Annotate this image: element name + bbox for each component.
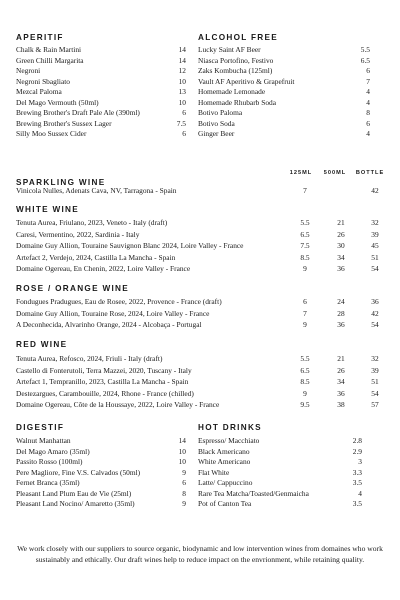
item-price: 6.5 <box>360 55 370 65</box>
item-name: Pot of Canton Tea <box>198 499 252 508</box>
item-name: Negroni <box>16 66 41 75</box>
price-bottle: 32 <box>371 354 379 363</box>
item-name: Destezargues, Carambouille, 2024, Rhone - France (chilled) <box>16 388 194 398</box>
item-name: Pleasant Land Plum Eau de Vie (25ml) <box>16 488 132 498</box>
col-500ml: 500ML <box>323 170 347 176</box>
hot-drinks-heading: HOT DRINKS <box>198 423 262 432</box>
item-price: 10 <box>178 76 186 86</box>
price-bottle: 42 <box>371 186 379 195</box>
item-name: White Americano <box>198 457 251 466</box>
item-price: 9 <box>182 467 186 477</box>
price-125ml: 9 <box>303 320 307 329</box>
item-price: 3.3 <box>352 467 362 477</box>
item-name: Latte/ Cappuccino <box>198 478 253 487</box>
item-name: Artefact 2, Verdejo, 2024, Castilla La Mancha - Spain <box>16 252 176 262</box>
price-bottle: 51 <box>371 252 379 262</box>
item-price: 4 <box>366 87 370 96</box>
item-price: 10 <box>178 446 186 456</box>
item-name: Domaine Guy Allion, Touraine Rose, 2024, Loire Valley - France <box>16 308 210 318</box>
price-bottle: 54 <box>371 264 379 273</box>
aperitif-heading: APERITIF <box>16 33 64 42</box>
price-bottle: 57 <box>371 400 379 409</box>
price-500ml: 36 <box>337 388 345 398</box>
price-bottle: 36 <box>371 297 379 306</box>
red-heading: RED WINE <box>16 340 68 349</box>
price-125ml: 8.5 <box>300 377 310 386</box>
item-price: 7.5 <box>176 118 186 128</box>
item-name: A Deconhecida, Alvarinho Orange, 2024 - Alcobaça - Portugal <box>16 320 202 329</box>
price-500ml: 26 <box>337 365 345 375</box>
col-bottle: BOTTLE <box>355 170 385 176</box>
price-500ml: 36 <box>337 320 345 329</box>
item-name: Artefact 1, Tempranillo, 2023, Castilla La Mancha - Spain <box>16 377 189 386</box>
item-price: 4 <box>366 129 370 138</box>
item-price: 4 <box>358 488 362 498</box>
item-name: Tenuta Aurea, Refosco, 2024, Friuli - Italy (draft) <box>16 354 163 363</box>
price-500ml: 38 <box>337 400 345 409</box>
item-name: Rare Tea Matcha/Toasted/Genmaicha <box>198 488 309 498</box>
item-name: Fernet Branca (35ml) <box>16 478 80 487</box>
item-price: 14 <box>178 45 186 54</box>
price-125ml: 5.5 <box>300 354 310 363</box>
item-name: Ginger Beer <box>198 129 235 138</box>
price-125ml: 9 <box>303 264 307 273</box>
item-price: 5.5 <box>360 45 370 54</box>
price-bottle: 45 <box>371 241 379 250</box>
item-price: 3.5 <box>352 478 362 487</box>
item-name: Homemade Rhubarb Soda <box>198 97 276 107</box>
item-name: Lucky Saint AF Beer <box>198 45 261 54</box>
price-500ml: 34 <box>337 377 345 386</box>
item-name: Tenuta Aurea, Friulano, 2023, Veneto - Italy (draft) <box>16 218 168 227</box>
price-bottle: 51 <box>371 377 379 386</box>
price-125ml: 8.5 <box>300 252 310 262</box>
item-price: 2.9 <box>352 446 362 456</box>
item-name: Botivo Soda <box>198 118 235 128</box>
item-name: Domaine Ogereau, Côte de la Houssaye, 2022, Loire Valley - France <box>16 400 220 409</box>
price-500ml: 24 <box>337 297 345 306</box>
item-price: 4 <box>366 97 370 107</box>
item-name: Pere Magliore, Fine V.S. Calvados (50ml) <box>16 467 141 477</box>
digestif-heading: DIGESTIF <box>16 423 65 432</box>
item-name: Silly Moo Sussex Cider <box>16 129 87 138</box>
alcohol-free-heading: ALCOHOL FREE <box>198 33 279 42</box>
item-price: 7 <box>366 76 370 86</box>
item-price: 3.5 <box>352 499 362 508</box>
item-price: 6 <box>182 478 186 487</box>
price-500ml: 26 <box>337 229 345 239</box>
item-price: 10 <box>178 457 186 466</box>
price-125ml: 9.5 <box>300 400 310 409</box>
item-name: Walnut Manhattan <box>16 436 71 445</box>
item-name: Castello di Fonterutoli, Terra Mazzei, 2020, Tuscany - Italy <box>16 365 192 375</box>
item-price: 8 <box>182 488 186 498</box>
item-price: 14 <box>178 436 186 445</box>
price-bottle: 54 <box>371 388 379 398</box>
item-name: Espresso/ Macchiato <box>198 436 260 445</box>
price-125ml: 6.5 <box>300 229 310 239</box>
item-name: Pleasant Land Nocino/ Amaretto (35ml) <box>16 499 135 508</box>
item-name: Domaine Ogereau, En Chenin, 2022, Loire Valley - France <box>16 264 191 273</box>
price-500ml: 21 <box>337 354 345 363</box>
item-name: Fondugues Pradugues, Eau de Rosee, 2022, Provence - France (draft) <box>16 297 222 306</box>
item-price: 6 <box>182 129 186 138</box>
item-name: Green Chilli Margarita <box>16 55 84 65</box>
price-bottle: 32 <box>371 218 379 227</box>
item-name: Niasca Portofino, Festivo <box>198 55 274 65</box>
item-name: Negroni Sbagliato <box>16 76 70 86</box>
item-name: Botivo Paloma <box>198 108 243 117</box>
sparkling-heading: SPARKLING WINE <box>16 178 106 187</box>
item-name: Vault AF Aperitivo & Grapefruit <box>198 76 295 86</box>
item-name: Brewing Brother's Draft Pale Ale (390ml) <box>16 108 140 117</box>
item-price: 3 <box>358 457 362 466</box>
price-bottle: 54 <box>371 320 379 329</box>
col-125ml: 125ML <box>289 170 313 176</box>
price-125ml: 7 <box>303 186 307 195</box>
item-price: 6 <box>182 108 186 117</box>
price-500ml: 36 <box>337 264 345 273</box>
item-name: Passito Rosso (100ml) <box>16 457 83 466</box>
item-name: Mezcal Paloma <box>16 87 62 96</box>
price-500ml: 21 <box>337 218 345 227</box>
item-name: Del Mago Amaro (35ml) <box>16 446 90 456</box>
price-125ml: 6 <box>303 297 307 306</box>
item-name: Vinicola Nulles, Adenats Cava, NV, Tarragona - Spain <box>16 186 177 195</box>
price-bottle: 39 <box>371 229 379 239</box>
item-price: 6 <box>366 66 370 75</box>
rose-heading: ROSE / ORANGE WINE <box>16 284 130 293</box>
price-125ml: 6.5 <box>300 365 310 375</box>
price-125ml: 9 <box>303 388 307 398</box>
white-heading: WHITE WINE <box>16 205 80 214</box>
price-bottle: 42 <box>371 308 379 318</box>
item-price: 10 <box>178 97 186 107</box>
price-125ml: 7 <box>303 308 307 318</box>
item-price: 13 <box>178 87 186 96</box>
item-name: Del Mago Vermouth (50ml) <box>16 97 99 107</box>
item-price: 8 <box>366 108 370 117</box>
item-name: Flat White <box>198 467 230 477</box>
price-bottle: 39 <box>371 365 379 375</box>
item-name: Zaks Kombucha (125ml) <box>198 66 273 75</box>
item-name: Black Americano <box>198 446 250 456</box>
item-price: 9 <box>182 499 186 508</box>
price-125ml: 5.5 <box>300 218 310 227</box>
item-name: Chalk & Rain Martini <box>16 45 82 54</box>
item-name: Domaine Guy Allion, Touraine Sauvignon Blanc 2024, Loire Valley - France <box>16 241 244 250</box>
price-500ml: 30 <box>337 241 345 250</box>
price-125ml: 7.5 <box>300 241 310 250</box>
item-name: Homemade Lemonade <box>198 87 266 96</box>
price-500ml: 34 <box>337 252 345 262</box>
item-name: Brewing Brother's Sussex Lager <box>16 118 112 128</box>
item-price: 6 <box>366 118 370 128</box>
item-name: Caresi, Vermentino, 2022, Sardinia - Italy <box>16 229 140 239</box>
price-500ml: 28 <box>337 308 345 318</box>
sustainability-note: We work closely with our suppliers to source organic, biodynamic and low intervention wines from domaines who work sustainably and ethically. Our draft wines help to reduce impact on the envrionment, while retaining quality. <box>17 544 383 564</box>
item-price: 2.8 <box>352 436 362 445</box>
item-price: 12 <box>178 66 186 75</box>
item-price: 14 <box>178 55 186 65</box>
